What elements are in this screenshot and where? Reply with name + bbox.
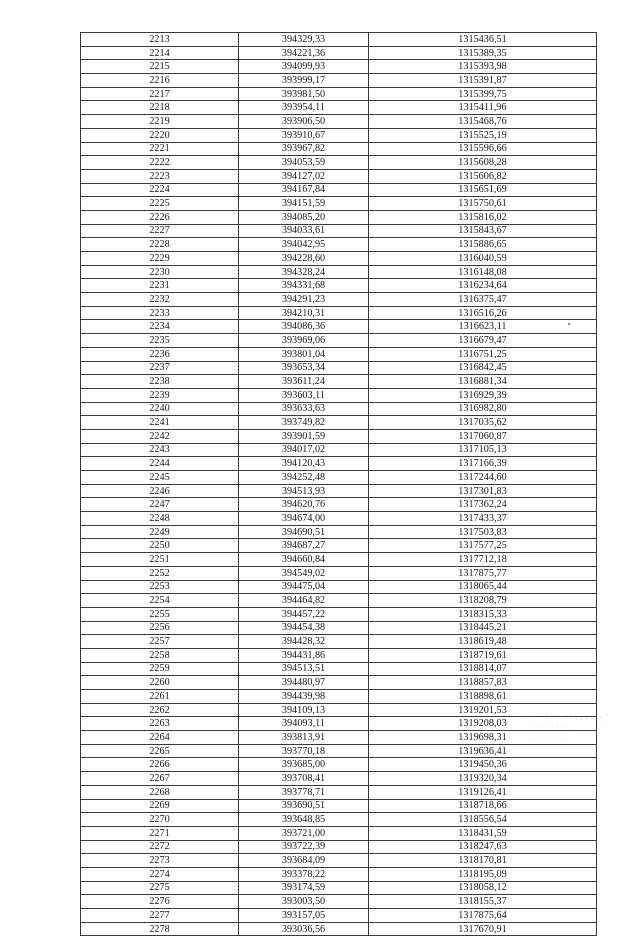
x-coordinate-cell: 394127,02 <box>239 169 369 183</box>
point-number-cell: 2218 <box>81 101 239 115</box>
y-coordinate-cell: 1317362,24 <box>369 498 597 512</box>
table-row <box>81 840 597 854</box>
y-coordinate-cell: 1317035,62 <box>369 416 597 430</box>
x-coordinate-cell: 394674,00 <box>239 512 369 526</box>
point-number-cell: 2250 <box>81 539 239 553</box>
x-coordinate-cell: 393749,82 <box>239 416 369 430</box>
y-coordinate-cell: 1315389,35 <box>369 46 597 60</box>
x-coordinate-cell: 394331,68 <box>239 279 369 293</box>
x-coordinate-cell: 394033,61 <box>239 224 369 238</box>
table-row <box>81 429 597 443</box>
point-number-cell: 2224 <box>81 183 239 197</box>
point-number-cell: 2245 <box>81 471 239 485</box>
y-coordinate-cell: 1318155,37 <box>369 895 597 909</box>
point-number-cell: 2230 <box>81 265 239 279</box>
x-coordinate-cell: 394513,51 <box>239 662 369 676</box>
x-coordinate-cell: 394464,82 <box>239 594 369 608</box>
table-row <box>81 156 597 170</box>
y-coordinate-cell: 1316679,47 <box>369 334 597 348</box>
x-coordinate-cell: 394093,11 <box>239 717 369 731</box>
table-row <box>81 895 597 909</box>
y-coordinate-cell: 1317301,83 <box>369 484 597 498</box>
y-coordinate-cell: 1315525,19 <box>369 128 597 142</box>
x-coordinate-cell: 394099,93 <box>239 60 369 74</box>
x-coordinate-cell: 394085,20 <box>239 210 369 224</box>
table-row <box>81 703 597 717</box>
table-row <box>81 306 597 320</box>
point-number-cell: 2249 <box>81 525 239 539</box>
point-number-cell: 2222 <box>81 156 239 170</box>
y-coordinate-cell: 1316982,80 <box>369 402 597 416</box>
table-row <box>81 826 597 840</box>
point-number-cell: 2243 <box>81 443 239 457</box>
y-coordinate-cell: 1319636,41 <box>369 744 597 758</box>
table-row <box>81 293 597 307</box>
y-coordinate-cell: 1318857,83 <box>369 676 597 690</box>
point-number-cell: 2233 <box>81 306 239 320</box>
x-coordinate-cell: 394053,59 <box>239 156 369 170</box>
x-coordinate-cell: 394221,36 <box>239 46 369 60</box>
point-number-cell: 2257 <box>81 635 239 649</box>
x-coordinate-cell: 393770,18 <box>239 744 369 758</box>
point-number-cell: 2276 <box>81 895 239 909</box>
y-coordinate-cell: 1316516,26 <box>369 306 597 320</box>
y-coordinate-cell: 1315843,67 <box>369 224 597 238</box>
y-coordinate-cell: 1318814,07 <box>369 662 597 676</box>
y-coordinate-cell: 1319698,31 <box>369 731 597 745</box>
y-coordinate-cell: 1315436,51 <box>369 33 597 47</box>
x-coordinate-cell: 394167,84 <box>239 183 369 197</box>
x-coordinate-cell: 393157,05 <box>239 909 369 923</box>
table-row <box>81 361 597 375</box>
y-coordinate-cell: 1318445,21 <box>369 621 597 635</box>
table-row <box>81 142 597 156</box>
x-coordinate-cell: 394620,76 <box>239 498 369 512</box>
table-row <box>81 690 597 704</box>
y-coordinate-cell: 1316623,11 <box>369 320 597 334</box>
y-coordinate-cell: 1315468,76 <box>369 115 597 129</box>
x-coordinate-cell: 393999,17 <box>239 74 369 88</box>
y-coordinate-cell: 1318065,44 <box>369 580 597 594</box>
point-number-cell: 2215 <box>81 60 239 74</box>
point-number-cell: 2223 <box>81 169 239 183</box>
y-coordinate-cell: 1315750,61 <box>369 197 597 211</box>
point-number-cell: 2231 <box>81 279 239 293</box>
table-row <box>81 347 597 361</box>
point-number-cell: 2274 <box>81 867 239 881</box>
point-number-cell: 2269 <box>81 799 239 813</box>
point-number-cell: 2267 <box>81 772 239 786</box>
table-row <box>81 87 597 101</box>
x-coordinate-cell: 394120,43 <box>239 457 369 471</box>
y-coordinate-cell: 1316881,34 <box>369 375 597 389</box>
y-coordinate-cell: 1319201,53 <box>369 703 597 717</box>
x-coordinate-cell: 393648,85 <box>239 813 369 827</box>
x-coordinate-cell: 394328,24 <box>239 265 369 279</box>
y-coordinate-cell: 1315399,75 <box>369 87 597 101</box>
point-number-cell: 2258 <box>81 648 239 662</box>
x-coordinate-cell: 393801,04 <box>239 347 369 361</box>
y-coordinate-cell: 1316929,39 <box>369 388 597 402</box>
table-row <box>81 744 597 758</box>
point-number-cell: 2251 <box>81 553 239 567</box>
x-coordinate-cell: 393633,63 <box>239 402 369 416</box>
table-row <box>81 375 597 389</box>
table-row <box>81 758 597 772</box>
point-number-cell: 2236 <box>81 347 239 361</box>
point-number-cell: 2216 <box>81 74 239 88</box>
point-number-cell: 2271 <box>81 826 239 840</box>
y-coordinate-cell: 1316234,64 <box>369 279 597 293</box>
y-coordinate-cell: 1318208,79 <box>369 594 597 608</box>
point-number-cell: 2254 <box>81 594 239 608</box>
table-row <box>81 635 597 649</box>
point-number-cell: 2237 <box>81 361 239 375</box>
point-number-cell: 2244 <box>81 457 239 471</box>
x-coordinate-cell: 394252,48 <box>239 471 369 485</box>
table-row <box>81 388 597 402</box>
y-coordinate-cell: 1318431,59 <box>369 826 597 840</box>
point-number-cell: 2268 <box>81 785 239 799</box>
point-number-cell: 2273 <box>81 854 239 868</box>
y-coordinate-cell: 1315596,66 <box>369 142 597 156</box>
y-coordinate-cell: 1316040,59 <box>369 252 597 266</box>
table-row <box>81 881 597 895</box>
x-coordinate-cell: 393906,50 <box>239 115 369 129</box>
y-coordinate-cell: 1317670,91 <box>369 922 597 936</box>
table-row <box>81 922 597 936</box>
y-coordinate-cell: 1318718,66 <box>369 799 597 813</box>
table-row <box>81 717 597 731</box>
table-row <box>81 46 597 60</box>
table-row <box>81 443 597 457</box>
table-row <box>81 772 597 786</box>
x-coordinate-cell: 393721,00 <box>239 826 369 840</box>
y-coordinate-cell: 1319450,36 <box>369 758 597 772</box>
x-coordinate-cell: 393611,24 <box>239 375 369 389</box>
coordinates-table <box>80 32 597 936</box>
point-number-cell: 2270 <box>81 813 239 827</box>
table-row <box>81 197 597 211</box>
table-row <box>81 607 597 621</box>
point-number-cell: 2260 <box>81 676 239 690</box>
table-row <box>81 621 597 635</box>
point-number-cell: 2234 <box>81 320 239 334</box>
table-row <box>81 210 597 224</box>
x-coordinate-cell: 393036,56 <box>239 922 369 936</box>
y-coordinate-cell: 1317105,13 <box>369 443 597 457</box>
y-coordinate-cell: 1316148,08 <box>369 265 597 279</box>
y-coordinate-cell: 1317875,64 <box>369 909 597 923</box>
table-row <box>81 183 597 197</box>
scan-speck <box>568 323 570 325</box>
x-coordinate-cell: 393378,22 <box>239 867 369 881</box>
point-number-cell: 2217 <box>81 87 239 101</box>
point-number-cell: 2272 <box>81 840 239 854</box>
table-row <box>81 676 597 690</box>
x-coordinate-cell: 394210,31 <box>239 306 369 320</box>
x-coordinate-cell: 393653,34 <box>239 361 369 375</box>
x-coordinate-cell: 394454,38 <box>239 621 369 635</box>
point-number-cell: 2255 <box>81 607 239 621</box>
y-coordinate-cell: 1317166,39 <box>369 457 597 471</box>
table-row <box>81 224 597 238</box>
point-number-cell: 2253 <box>81 580 239 594</box>
point-number-cell: 2220 <box>81 128 239 142</box>
table-row <box>81 799 597 813</box>
point-number-cell: 2248 <box>81 512 239 526</box>
table-row <box>81 498 597 512</box>
table-row <box>81 238 597 252</box>
y-coordinate-cell: 1315816,02 <box>369 210 597 224</box>
x-coordinate-cell: 394291,23 <box>239 293 369 307</box>
table-row <box>81 594 597 608</box>
point-number-cell: 2275 <box>81 881 239 895</box>
x-coordinate-cell: 393603,11 <box>239 388 369 402</box>
y-coordinate-cell: 1318195,09 <box>369 867 597 881</box>
x-coordinate-cell: 393901,59 <box>239 429 369 443</box>
y-coordinate-cell: 1317244,60 <box>369 471 597 485</box>
table-row <box>81 580 597 594</box>
x-coordinate-cell: 393690,51 <box>239 799 369 813</box>
point-number-cell: 2240 <box>81 402 239 416</box>
table-row <box>81 101 597 115</box>
x-coordinate-cell: 394151,59 <box>239 197 369 211</box>
table-row <box>81 867 597 881</box>
table-row <box>81 484 597 498</box>
y-coordinate-cell: 1317577,25 <box>369 539 597 553</box>
table-row <box>81 252 597 266</box>
x-coordinate-cell: 394431,86 <box>239 648 369 662</box>
y-coordinate-cell: 1317712,18 <box>369 553 597 567</box>
x-coordinate-cell: 394109,13 <box>239 703 369 717</box>
table-row <box>81 471 597 485</box>
point-number-cell: 2232 <box>81 293 239 307</box>
point-number-cell: 2263 <box>81 717 239 731</box>
point-number-cell: 2277 <box>81 909 239 923</box>
x-coordinate-cell: 393778,71 <box>239 785 369 799</box>
x-coordinate-cell: 393967,82 <box>239 142 369 156</box>
y-coordinate-cell: 1318315,33 <box>369 607 597 621</box>
table-row <box>81 566 597 580</box>
table-row <box>81 512 597 526</box>
table-row <box>81 525 597 539</box>
x-coordinate-cell: 393685,00 <box>239 758 369 772</box>
x-coordinate-cell: 394042,95 <box>239 238 369 252</box>
y-coordinate-cell: 1316751,25 <box>369 347 597 361</box>
table-row <box>81 334 597 348</box>
y-coordinate-cell: 1315411,96 <box>369 101 597 115</box>
y-coordinate-cell: 1319320,34 <box>369 772 597 786</box>
y-coordinate-cell: 1318247,63 <box>369 840 597 854</box>
x-coordinate-cell: 393684,09 <box>239 854 369 868</box>
y-coordinate-cell: 1316842,45 <box>369 361 597 375</box>
y-coordinate-cell: 1316375,47 <box>369 293 597 307</box>
table-row <box>81 457 597 471</box>
table-row <box>81 279 597 293</box>
y-coordinate-cell: 1317433,37 <box>369 512 597 526</box>
point-number-cell: 2265 <box>81 744 239 758</box>
point-number-cell: 2247 <box>81 498 239 512</box>
table-row <box>81 648 597 662</box>
x-coordinate-cell: 394660,84 <box>239 553 369 567</box>
y-coordinate-cell: 1319126,41 <box>369 785 597 799</box>
x-coordinate-cell: 393003,50 <box>239 895 369 909</box>
point-number-cell: 2219 <box>81 115 239 129</box>
y-coordinate-cell: 1318058,12 <box>369 881 597 895</box>
x-coordinate-cell: 393954,11 <box>239 101 369 115</box>
table-row <box>81 74 597 88</box>
x-coordinate-cell: 394549,02 <box>239 566 369 580</box>
y-coordinate-cell: 1315886,65 <box>369 238 597 252</box>
table-row <box>81 265 597 279</box>
point-number-cell: 2242 <box>81 429 239 443</box>
point-number-cell: 2259 <box>81 662 239 676</box>
x-coordinate-cell: 394017,02 <box>239 443 369 457</box>
x-coordinate-cell: 394457,22 <box>239 607 369 621</box>
coordinates-table-body <box>81 33 597 936</box>
y-coordinate-cell: 1318898,61 <box>369 690 597 704</box>
table-row <box>81 320 597 334</box>
x-coordinate-cell: 394086,36 <box>239 320 369 334</box>
point-number-cell: 2225 <box>81 197 239 211</box>
y-coordinate-cell: 1315651,69 <box>369 183 597 197</box>
table-row <box>81 854 597 868</box>
y-coordinate-cell: 1318619,48 <box>369 635 597 649</box>
x-coordinate-cell: 394687,27 <box>239 539 369 553</box>
table-row <box>81 539 597 553</box>
y-coordinate-cell: 1315393,98 <box>369 60 597 74</box>
y-coordinate-cell: 1317875,77 <box>369 566 597 580</box>
table-row <box>81 416 597 430</box>
table-row <box>81 553 597 567</box>
x-coordinate-cell: 393722,39 <box>239 840 369 854</box>
table-row <box>81 662 597 676</box>
table-row <box>81 33 597 47</box>
x-coordinate-cell: 393813,91 <box>239 731 369 745</box>
y-coordinate-cell: 1315606,82 <box>369 169 597 183</box>
point-number-cell: 2214 <box>81 46 239 60</box>
x-coordinate-cell: 394690,51 <box>239 525 369 539</box>
y-coordinate-cell: 1318556,54 <box>369 813 597 827</box>
scan-smudge <box>522 708 612 748</box>
y-coordinate-cell: 1319208,03 <box>369 717 597 731</box>
table-row <box>81 731 597 745</box>
x-coordinate-cell: 394228,60 <box>239 252 369 266</box>
y-coordinate-cell: 1317060,87 <box>369 429 597 443</box>
point-number-cell: 2278 <box>81 922 239 936</box>
y-coordinate-cell: 1315391,87 <box>369 74 597 88</box>
x-coordinate-cell: 393969,06 <box>239 334 369 348</box>
x-coordinate-cell: 393910,67 <box>239 128 369 142</box>
point-number-cell: 2221 <box>81 142 239 156</box>
y-coordinate-cell: 1318170,81 <box>369 854 597 868</box>
x-coordinate-cell: 394439,98 <box>239 690 369 704</box>
point-number-cell: 2239 <box>81 388 239 402</box>
point-number-cell: 2213 <box>81 33 239 47</box>
table-row <box>81 128 597 142</box>
table-row <box>81 785 597 799</box>
point-number-cell: 2227 <box>81 224 239 238</box>
table-row <box>81 402 597 416</box>
y-coordinate-cell: 1315608,28 <box>369 156 597 170</box>
point-number-cell: 2226 <box>81 210 239 224</box>
table-row <box>81 115 597 129</box>
point-number-cell: 2246 <box>81 484 239 498</box>
x-coordinate-cell: 393174,59 <box>239 881 369 895</box>
x-coordinate-cell: 393981,50 <box>239 87 369 101</box>
point-number-cell: 2264 <box>81 731 239 745</box>
point-number-cell: 2256 <box>81 621 239 635</box>
x-coordinate-cell: 394513,93 <box>239 484 369 498</box>
y-coordinate-cell: 1317503,83 <box>369 525 597 539</box>
point-number-cell: 2238 <box>81 375 239 389</box>
point-number-cell: 2252 <box>81 566 239 580</box>
table-row <box>81 60 597 74</box>
table-row <box>81 909 597 923</box>
point-number-cell: 2235 <box>81 334 239 348</box>
table-row <box>81 813 597 827</box>
point-number-cell: 2241 <box>81 416 239 430</box>
point-number-cell: 2229 <box>81 252 239 266</box>
x-coordinate-cell: 394329,33 <box>239 33 369 47</box>
point-number-cell: 2228 <box>81 238 239 252</box>
x-coordinate-cell: 394480,97 <box>239 676 369 690</box>
x-coordinate-cell: 393708,41 <box>239 772 369 786</box>
x-coordinate-cell: 394428,32 <box>239 635 369 649</box>
table-row <box>81 169 597 183</box>
point-number-cell: 2261 <box>81 690 239 704</box>
point-number-cell: 2262 <box>81 703 239 717</box>
x-coordinate-cell: 394475,04 <box>239 580 369 594</box>
y-coordinate-cell: 1318719,61 <box>369 648 597 662</box>
point-number-cell: 2266 <box>81 758 239 772</box>
